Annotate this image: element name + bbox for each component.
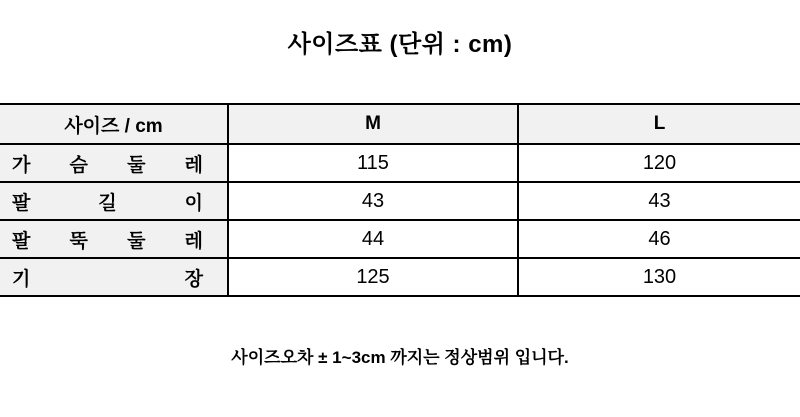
table-row-chest bbox=[0, 144, 800, 182]
cell-forearm-l: 46 bbox=[648, 227, 671, 250]
size-table-header bbox=[0, 104, 800, 144]
cell-forearm-m: 44 bbox=[228, 220, 518, 258]
size-tolerance-note: 사이즈오차 ± 1~3cm 까지는 정상범위 입니다. bbox=[231, 348, 569, 367]
row-label-text: 팔 뚝 둘 레 bbox=[12, 230, 203, 252]
cell-total-length-l: 130 bbox=[642, 265, 677, 288]
size-table bbox=[0, 103, 800, 297]
row-label-text: 기 장 bbox=[12, 268, 203, 290]
header-row bbox=[0, 104, 800, 144]
row-label-text: 가 슴 둘 레 bbox=[12, 154, 203, 176]
header-cell-size-label: 사이즈 / cm bbox=[0, 104, 228, 144]
row-label-text: 팔 길 이 bbox=[12, 192, 203, 214]
row-label-chest bbox=[0, 144, 228, 182]
table-row-arm-length bbox=[0, 182, 800, 220]
row-label-arm-length bbox=[0, 182, 228, 220]
cell-chest-l: 120 bbox=[642, 151, 677, 174]
cell-total-length-m: 125 bbox=[228, 258, 518, 296]
page-title: 사이즈표 (단위 : cm) bbox=[287, 31, 513, 58]
header-cell-size-l: L bbox=[518, 104, 800, 144]
row-label-total-length bbox=[0, 258, 228, 296]
row-label-forearm bbox=[0, 220, 228, 258]
cell-arm-length-m: 43 bbox=[228, 182, 518, 220]
size-table-body bbox=[0, 144, 800, 296]
cell-arm-length-l: 43 bbox=[648, 189, 671, 212]
table-row-forearm bbox=[0, 220, 800, 258]
cell-chest-m: 115 bbox=[228, 144, 518, 182]
header-cell-size-m: M bbox=[228, 104, 518, 144]
table-row-total-length bbox=[0, 258, 800, 296]
